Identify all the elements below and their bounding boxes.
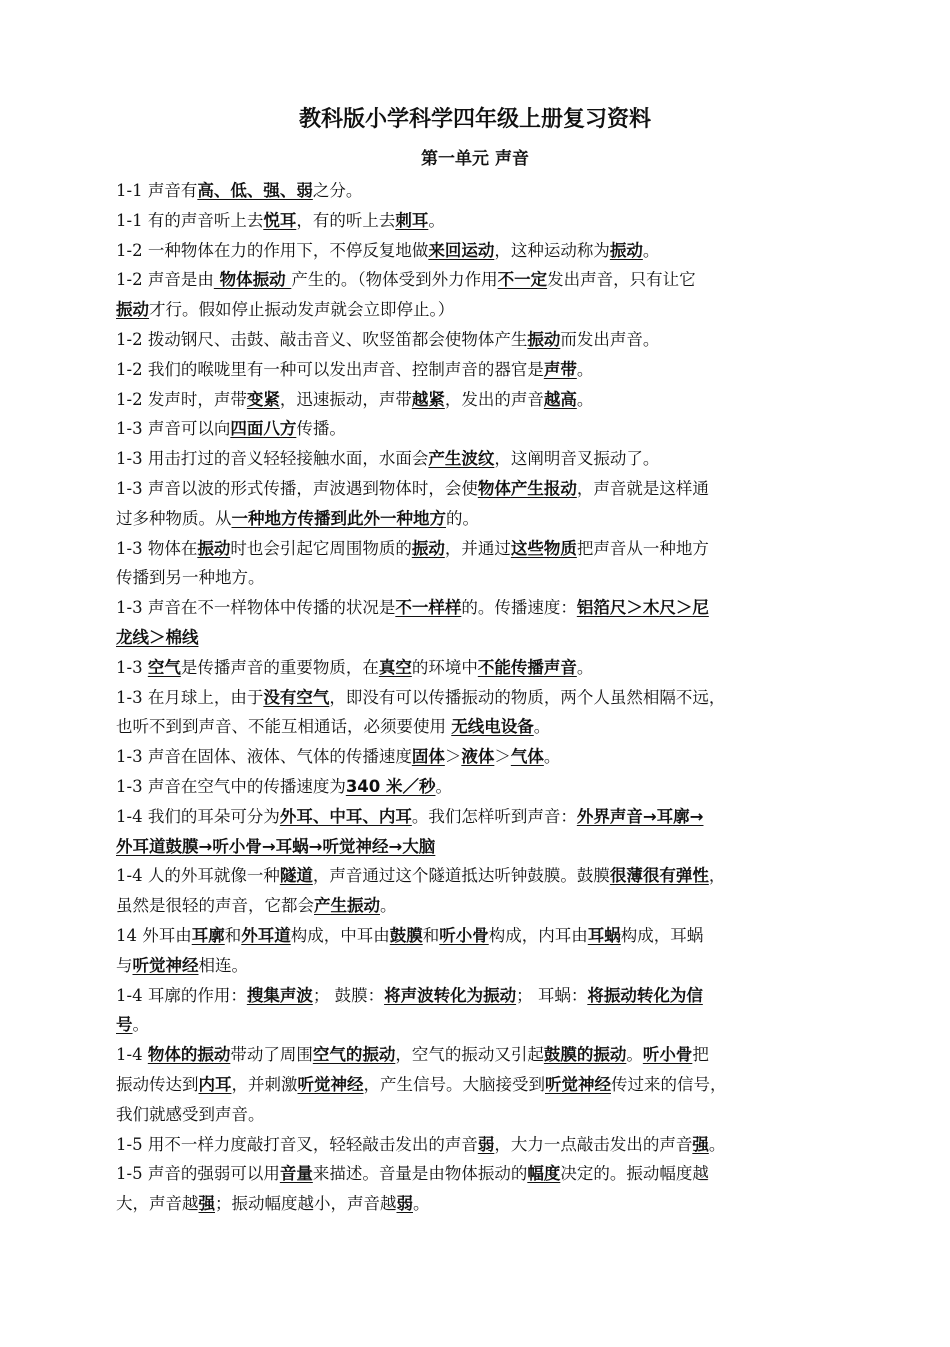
key-term: 振动 [527, 329, 561, 349]
note-line [116, 861, 836, 891]
note-line [116, 802, 836, 832]
note-text: 。 [576, 389, 594, 409]
note-text: ；振动幅度越小，声音越 [215, 1194, 397, 1214]
note-line [116, 683, 836, 713]
note-text: 传播。 [296, 419, 346, 439]
key-term: 外耳、中耳、内耳 [279, 806, 412, 826]
note-text: 时也会引起它周围物质的 [230, 538, 412, 558]
note-text: 过多种物质。从 [116, 508, 232, 528]
note-line [116, 1130, 836, 1160]
note-text: 1-3 声音可以向 [116, 419, 231, 439]
key-term: 听觉神经 [545, 1074, 611, 1094]
review-notes [116, 176, 836, 1219]
note-text: 的环境中 [411, 657, 478, 677]
key-term: 固体 [411, 747, 445, 767]
note-text: ，并通过 [444, 538, 511, 558]
note-text: 才行。假如停止振动发声就会立即停止。） [149, 300, 455, 320]
note-text: ， [708, 866, 726, 886]
key-term: 气体 [510, 747, 544, 767]
key-term: 振动 [411, 538, 445, 558]
key-term: 铝箔尺＞木尺＞尼 [576, 598, 709, 618]
key-term: 鼓膜的振动 [543, 1045, 627, 1065]
key-term: 这些物质 [510, 538, 577, 558]
key-term: 外界声音→耳廓→ [576, 806, 704, 826]
note-text: 之分。 [312, 181, 363, 200]
key-term: 弱 [396, 1194, 413, 1214]
note-text: 。 [543, 747, 561, 767]
note-text: 1-3 声音在固体、液体、气体的传播速度 [116, 747, 412, 767]
note-text: 是传播声音的重要物质，在 [180, 657, 379, 677]
note-text: ，这阐明音叉振动了。 [494, 449, 660, 469]
document-title: 教科版小学科学四年级上册复习资料 [298, 107, 651, 132]
note-line [116, 921, 836, 951]
note-text: ，声音就是这样通 [576, 478, 709, 498]
key-term: 很薄很有弹性 [609, 866, 709, 886]
note-text: 1-3 物体在 [116, 538, 198, 558]
note-text: 发出声音，只有让它 [547, 270, 696, 290]
note-text: 1-4 耳廓的作用： [116, 985, 247, 1005]
key-term: 产生振动 [314, 896, 380, 916]
note-text: 。 [428, 210, 445, 230]
note-text: 构成，内耳由 [488, 925, 588, 945]
key-term: 空气的振动 [312, 1045, 396, 1065]
note-text: 。 [626, 1045, 643, 1065]
note-text: 。 [576, 359, 594, 379]
note-line [116, 832, 836, 862]
note-line [116, 504, 836, 534]
note-text: 1-3 声音在空气中的传播速度为 [116, 776, 346, 796]
note-text: 决定的。振动幅度越 [560, 1164, 709, 1184]
note-line [116, 414, 836, 444]
note-text: 1-2 拨动钢尺、击鼓、敲击音义、吹竖笛都会使物体产生 [116, 329, 528, 349]
key-term: 听觉神经 [132, 955, 199, 975]
note-line [116, 563, 836, 593]
key-term: 变紧 [246, 389, 280, 409]
note-text: 振动传达到 [116, 1074, 199, 1094]
note-text: 把声音从一种地方 [576, 538, 709, 558]
key-term: 无线电设备 [451, 717, 534, 737]
note-text: 大，声音越 [116, 1194, 199, 1214]
note-text: 。 [435, 776, 453, 796]
key-term: 悦耳 [263, 210, 297, 230]
key-term: 龙线＞棉线 [116, 627, 199, 647]
key-term: 听觉神经 [297, 1074, 364, 1094]
note-text: 构成，中耳由 [290, 925, 390, 945]
key-term: 340 米／秒 [345, 776, 436, 796]
note-text: 。 [380, 896, 397, 916]
note-text: 1-4 [116, 1045, 148, 1065]
note-line [116, 891, 836, 921]
note-text: 我们就感受到声音。 [116, 1104, 265, 1124]
key-term: 内耳 [198, 1074, 232, 1094]
key-term: 将声波转化为振动 [384, 985, 517, 1005]
note-text: ，这种运动称为 [494, 240, 610, 260]
note-text: ，迅速振动，声带 [279, 389, 412, 409]
note-text: 1-2 发声时，声带 [116, 389, 247, 409]
key-term: 隧道 [279, 866, 313, 886]
note-text: 。 [708, 1134, 726, 1154]
note-text: 与 [116, 955, 133, 975]
key-term: 听小骨 [642, 1045, 693, 1065]
note-text: ，并刺激 [231, 1074, 298, 1094]
key-term: 越高 [543, 389, 577, 409]
note-text: 1-3 声音以波的形式传播，声波遇到物体时，会使 [116, 478, 478, 498]
note-text: 来描述。音量是由物体振动的 [312, 1164, 528, 1184]
note-text: ，发出的声音 [444, 389, 544, 409]
note-text: 1-1 有的声音听上去 [116, 210, 264, 230]
note-text: 。我们怎样听到声音： [411, 806, 577, 826]
note-line [116, 623, 836, 653]
key-term: 不一定 [497, 270, 548, 290]
note-text: 1-3 在月球上，由于 [116, 687, 264, 707]
note-line [116, 951, 836, 981]
note-text: 虽然是很轻的声音，它都会 [116, 896, 314, 916]
key-term: 物体产生报动 [477, 478, 577, 498]
note-line [116, 176, 836, 206]
note-text: 的。传播速度： [461, 598, 577, 618]
note-text: ＞ [444, 747, 462, 767]
key-term: 液体 [461, 747, 495, 767]
key-term: 弱 [477, 1134, 495, 1154]
note-line [116, 653, 836, 683]
note-text: 和 [224, 925, 242, 945]
note-line [116, 325, 836, 355]
note-line [116, 742, 836, 772]
note-line [116, 772, 836, 802]
note-line [116, 295, 836, 325]
note-text: ，即没有可以传播振动的物质，两个人虽然相隔不远， [329, 687, 726, 707]
note-line [116, 385, 836, 415]
key-term: 幅度 [527, 1164, 561, 1184]
note-text: 1-4 人的外耳就像一种 [116, 866, 280, 886]
note-line [116, 265, 836, 295]
key-term: 高、低、强、弱 [197, 181, 313, 200]
key-term: 振动 [197, 538, 231, 558]
key-term: 来回运动 [428, 240, 495, 260]
note-text: 的。 [446, 508, 479, 528]
note-text: ，有的听上去 [296, 210, 396, 230]
note-line [116, 206, 836, 236]
note-text: 14 外耳由 [116, 925, 192, 945]
note-text: 1-2 声音是由 [116, 270, 214, 290]
key-term: 强 [692, 1134, 709, 1154]
note-line [116, 1159, 836, 1189]
note-text: 。 [642, 240, 660, 260]
note-line [116, 1010, 836, 1040]
note-text: 相连。 [198, 955, 248, 975]
note-line [116, 1070, 836, 1100]
note-text: 。 [533, 717, 551, 737]
note-line [116, 1189, 836, 1219]
key-term: 空气 [147, 657, 181, 677]
note-text: 1-5 用不一样力度敲打音叉，轻轻敲击发出的声音 [116, 1134, 478, 1154]
note-text: 构成，耳蜗 [620, 925, 704, 945]
note-text: ＞ [494, 747, 511, 767]
key-term: 越紧 [411, 389, 445, 409]
note-line [116, 593, 836, 623]
note-line [116, 534, 836, 564]
key-term: 四面八方 [230, 419, 297, 439]
key-term: 外耳道 [241, 925, 291, 945]
key-term: 刺耳 [395, 210, 429, 230]
note-line [116, 355, 836, 385]
note-text: ，产生信号。大脑接受到 [363, 1074, 545, 1094]
note-text: 1-5 声音的强弱可以用 [116, 1164, 280, 1184]
key-term: 真空 [378, 657, 412, 677]
note-line [116, 1040, 836, 1070]
note-text: 1-1 声音有 [116, 181, 198, 200]
note-text: 1-2 我们的喉咙里有一种可以发出声音、控制声音的器官是 [116, 359, 544, 379]
note-text: 1-3 [116, 657, 148, 677]
note-text: 带动了周围 [230, 1045, 313, 1065]
note-line [116, 474, 836, 504]
note-line [116, 236, 836, 266]
key-term: 耳蜗 [587, 925, 621, 945]
note-text: 1-4 我们的耳朵可分为 [116, 806, 280, 826]
note-text: 传播到另一种地方。 [116, 568, 265, 588]
note-text: 。 [413, 1194, 430, 1214]
key-term: 产生波纹 [428, 449, 495, 469]
key-term: 听小骨 [439, 925, 489, 945]
key-term: 振动 [609, 240, 643, 260]
note-text: 1-3 声音在不一样物体中传播的状况是 [116, 598, 396, 618]
note-text: 而发出声音。 [560, 329, 660, 349]
note-text: 。 [132, 1015, 149, 1035]
key-term: 鼓膜 [389, 925, 423, 945]
key-term: 一种地方传播到此外一种地方 [231, 508, 446, 528]
note-line [116, 712, 836, 742]
key-term: 物体的振动 [147, 1045, 231, 1065]
key-term: 搜集声波 [246, 985, 313, 1005]
key-term: 没有空气 [263, 687, 330, 707]
note-text: 1-3 用击打过的音义轻轻接触水面，水面会 [116, 449, 429, 469]
key-term: 不一样样 [395, 598, 462, 618]
note-text: 1-2 一种物体在力的作用下，不停反复地做 [116, 240, 429, 260]
key-term: 号 [116, 1015, 133, 1035]
note-text: ； 鼓膜： [312, 985, 385, 1005]
note-text: 也听不到到声音、不能互相通话，必须要使用 [116, 717, 452, 737]
key-term: 将振动转化为信 [587, 985, 703, 1005]
note-text: ，声音通过这个隧道抵达听钟鼓膜。鼓膜 [312, 866, 610, 886]
key-term: 音量 [279, 1164, 313, 1184]
unit-heading: 第一单元 声音 [421, 149, 529, 169]
note-line [116, 981, 836, 1011]
note-text: 。 [576, 657, 594, 677]
note-line [116, 1100, 836, 1130]
note-text: 产生的。（物体受到外力作用 [291, 270, 498, 290]
note-text: ，空气的振动又引起 [395, 1045, 544, 1065]
note-text: ，大力一点敲击发出的声音 [494, 1134, 693, 1154]
note-text: 传过来的信号， [611, 1074, 727, 1094]
key-term: 外耳道鼓膜→听小骨→耳蜗→听觉神经→大脑 [116, 836, 436, 856]
key-term: 振动 [116, 300, 149, 320]
note-text: 把 [692, 1045, 709, 1065]
note-text: 和 [422, 925, 440, 945]
key-term: 物体振动 [213, 270, 292, 290]
note-text: ； 耳蜗： [516, 985, 588, 1005]
key-term: 不能传播声音 [477, 657, 577, 677]
note-line [116, 444, 836, 474]
key-term: 声带 [543, 359, 577, 379]
key-term: 耳廓 [191, 925, 225, 945]
key-term: 强 [198, 1194, 215, 1214]
